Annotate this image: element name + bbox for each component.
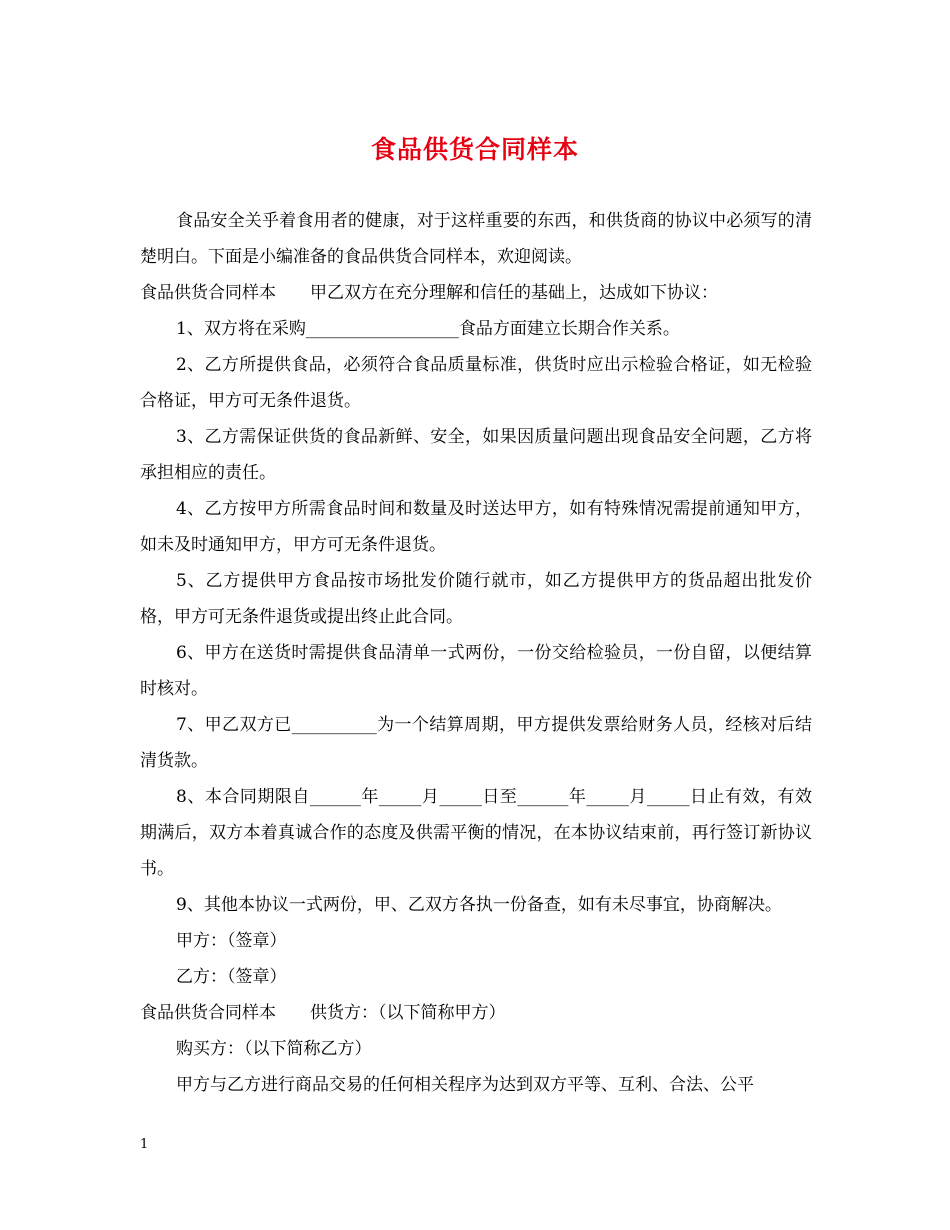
clause-7: 7、甲乙双方已__________为一个结算周期，甲方提供发票给财务人员，经核对后结清货款。 — [140, 715, 812, 771]
party-a-signature: 甲方：（签章） — [176, 931, 287, 951]
intro-paragraph: 食品安全关乎着食用者的健康，对于这样重要的东西，和供货商的协议中必须写的清楚明白。下面是小编准备的食品供货合同样本，欢迎阅读。 — [140, 211, 812, 267]
clause-5: 5、乙方提供甲方食品按市场批发价随行就市，如乙方提供甲方的货品超出批发价格，甲方可无条件退货或提出终止此合同。 — [140, 571, 812, 627]
document-body — [140, 203, 812, 1103]
clause-2: 2、乙方所提供食品，必须符合食品质量标准，供货时应出示检验合格证，如无检验合格证，甲方可无条件退货。 — [140, 355, 812, 411]
clause-9: 9、其他本协议一式两份，甲、乙双方各执一份备查，如有未尽事宜，协商解决。 — [176, 895, 782, 915]
clause-1: 1、双方将在采购__________________食品方面建立长期合作关系。 — [176, 319, 680, 339]
second-sample-intro: 甲方与乙方进行商品交易的任何相关程序为达到双方平等、互利、合法、公平 — [176, 1075, 754, 1095]
second-sample-supplier: 食品供货合同样本 供货方：（以下简称甲方） — [140, 1003, 506, 1023]
clause-8: 8、本合同期限自______年_____月_____日至______年_____月_____日止有效，有效期满后，双方本着真诚合作的态度及供需平衡的情况，在本协议结束前，再行签订新协议书。 — [140, 787, 812, 879]
clause-3: 3、乙方需保证供货的食品新鲜、安全，如果因质量问题出现食品安全问题，乙方将承担相应的责任。 — [140, 427, 812, 483]
clause-4: 4、乙方按甲方所需食品时间和数量及时送达甲方，如有特殊情况需提前通知甲方，如未及时通知甲方，甲方可无条件退货。 — [140, 499, 812, 555]
agreement-preamble: 食品供货合同样本 甲乙双方在充分理解和信任的基础上，达成如下协议： — [140, 283, 718, 303]
second-sample-buyer: 购买方：（以下简称乙方） — [176, 1039, 372, 1059]
page-number: 1 — [140, 1137, 149, 1152]
clause-6: 6、甲方在送货时需提供食品清单一式两份，一份交给检验员，一份自留，以便结算时核对。 — [140, 643, 812, 699]
document-title: 食品供货合同样本 — [370, 135, 579, 164]
party-b-signature: 乙方：（签章） — [176, 967, 287, 987]
